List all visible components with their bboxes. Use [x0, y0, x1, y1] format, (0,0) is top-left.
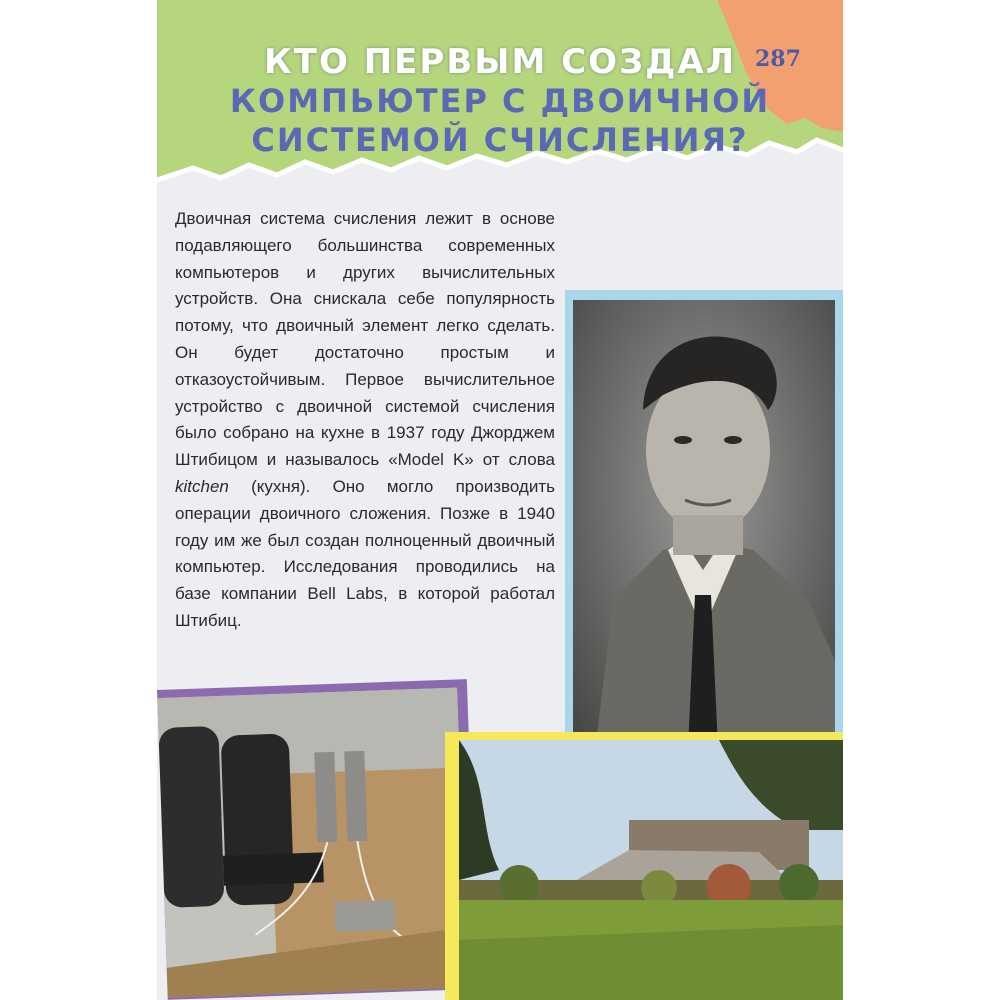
- italic-word: kitchen: [175, 476, 229, 496]
- bell-labs-frame: [445, 732, 843, 1000]
- model-k-photo: [157, 688, 467, 998]
- portrait-frame: [565, 290, 843, 780]
- title-line-1: КТО ПЕРВЫМ СОЗДАЛ: [264, 42, 736, 82]
- page-number: 287: [755, 46, 801, 72]
- title-line-2: КОМПЬЮТЕР С ДВОИЧНОЙ: [229, 82, 771, 120]
- paragraph-start: Двоичная система счисления лежит в основе подавляющего большинства современных компьютеров и других вычислительных устройств. Она снискала себе популярность потому, что двоичный элемент легко сделать. Он будет достаточно простым и отказоустойчивым. Первое вычислительное устройство с двоичной системой счисления было собрано на кухне в 1937 году Джорджем Штибицом и называлось «Model K» от слова: [175, 209, 555, 470]
- book-page: [157, 0, 843, 1000]
- title-line-3: СИСТЕМОЙ СЧИСЛЕНИЯ?: [251, 121, 749, 159]
- model-k-frame: [157, 679, 478, 1000]
- article-text: [175, 206, 555, 635]
- article-paragraph: [175, 206, 555, 635]
- bell-labs-photo: [459, 740, 843, 1000]
- portrait-photo: [573, 300, 835, 770]
- paragraph-end: (кухня). Оно могло производить операции двоичного сложения. Позже в 1940 году им же был создан полноценный двоичный компьютер. Исследования проводились на базе компании Bell Labs, в которой работал Штибиц.: [175, 476, 555, 630]
